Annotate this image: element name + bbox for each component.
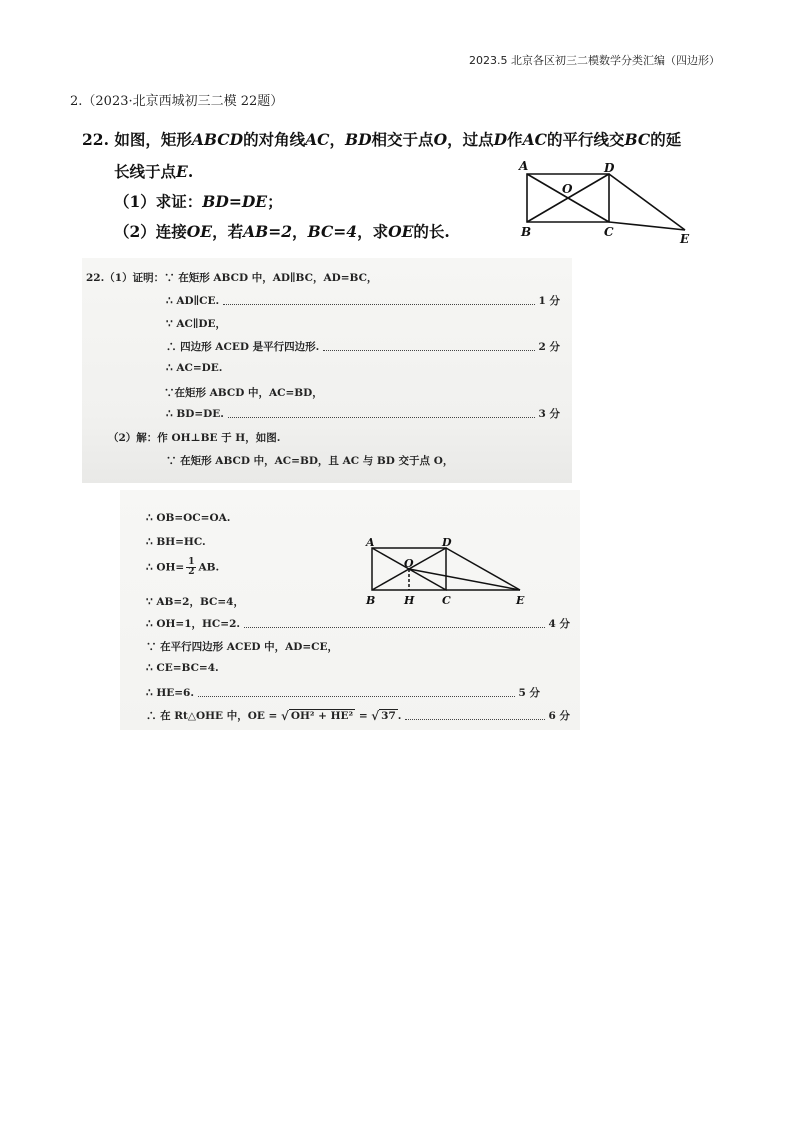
text: =: [358, 709, 368, 722]
label-a: A: [519, 159, 529, 173]
text: 的延: [650, 130, 682, 149]
text: AB=2: [243, 222, 293, 241]
text: ABCD: [191, 130, 244, 149]
segment-oe: [409, 569, 520, 590]
text: .: [397, 709, 402, 722]
text: ，: [292, 222, 308, 241]
figure-rectangle-with-height: [362, 536, 532, 610]
score: 2 分: [538, 341, 560, 353]
text: ；: [267, 192, 283, 211]
text: OE: [186, 222, 213, 241]
text: ，: [329, 130, 345, 149]
score: 5 分: [518, 687, 540, 699]
score: 3 分: [538, 408, 560, 420]
solution-line-3: ∵ AC∥DE，: [166, 318, 227, 330]
text: E: [176, 162, 188, 181]
dot-leader: [244, 620, 544, 628]
text: AC: [522, 130, 547, 149]
solution-line-14: [146, 616, 570, 631]
solution-line-7: [166, 406, 560, 421]
sqrt-sign: √: [371, 708, 380, 723]
label-e: E: [680, 232, 690, 246]
text: ∴ OH=: [146, 561, 185, 574]
text: ∴ HE=6.: [146, 686, 195, 699]
dot-leader: [223, 297, 534, 305]
solution-line-17: [146, 685, 540, 700]
text: ∴ 四边形 ACED 是平行四边形.: [166, 341, 320, 353]
solution-line-8: （2）解：作 OH⊥BE 于 H，如图.: [108, 432, 281, 444]
label-d: D: [604, 161, 615, 175]
score: 1 分: [538, 295, 560, 307]
segment-ce: [609, 222, 685, 230]
text: （2）连接: [114, 222, 187, 241]
score: 4 分: [548, 618, 570, 630]
dot-leader: [323, 343, 534, 351]
solution-line-12: [146, 558, 219, 577]
label-b: B: [521, 225, 532, 239]
text: ，若: [212, 222, 244, 241]
solution-line-6: ∵在矩形 ABCD 中，AC=BD，: [164, 387, 323, 399]
solution-line-10: ∴ OB=OC=OA.: [146, 512, 231, 524]
label-d: D: [442, 536, 452, 549]
solution-line-13: ∵ AB=2，BC=4，: [146, 596, 244, 608]
label-c: C: [442, 594, 451, 607]
solution-line-9: ∵ 在矩形 ABCD 中，AC=BD，且 AC 与 BD 交于点 O，: [166, 455, 454, 467]
text: BD=DE: [202, 192, 268, 211]
text: OE: [388, 222, 414, 241]
solution-line-16: ∴ CE=BC=4.: [146, 662, 219, 674]
text: ，求: [357, 222, 389, 241]
solution-line-11: ∴ BH=HC.: [146, 536, 206, 548]
label-c: C: [604, 225, 614, 239]
text: 的对角线: [243, 130, 306, 149]
text: 作: [507, 130, 523, 149]
solution-line-15: ∵ 在平行四边形 ACED 中，AD=CE，: [146, 641, 338, 653]
fraction-one-half: [186, 558, 196, 577]
dot-leader: [405, 712, 544, 720]
label-b: B: [366, 594, 376, 607]
text: 的长.: [413, 222, 450, 241]
label-o: O: [562, 182, 573, 196]
label-e: E: [516, 594, 525, 607]
solution-line-4: [166, 339, 560, 354]
problem-line-2: [114, 160, 193, 182]
segment-de: [609, 174, 685, 230]
solution-line-5: ∴ AC=DE.: [166, 362, 223, 374]
figure-rectangle-abcd: [515, 156, 695, 246]
text: ，过点: [447, 130, 494, 149]
problem-number: 22.: [82, 130, 109, 149]
solution-line-1: 22.（1）证明：∵ 在矩形 ABCD 中，AD∥BC，AD=BC，: [86, 272, 378, 284]
label-a: A: [366, 536, 375, 549]
score: 6 分: [548, 710, 570, 722]
text: O: [433, 130, 448, 149]
dot-leader: [228, 410, 535, 418]
text: ∴ AD∥CE.: [166, 294, 220, 307]
text: 如图，矩形: [114, 130, 192, 149]
text: 的平行线交: [546, 130, 625, 149]
text: AB.: [198, 561, 220, 574]
sqrt-expression: OH² + HE²: [290, 710, 354, 722]
text: ∴ BD=DE.: [166, 407, 224, 420]
problem-part-1: [114, 190, 283, 212]
sqrt-expression: 37: [381, 710, 396, 722]
text: 相交于点: [371, 130, 434, 149]
text: ∴ 在 Rt△OHE 中，OE =: [146, 710, 278, 722]
denominator: 2: [188, 567, 195, 577]
problem-line-1: [82, 128, 681, 150]
text: BC: [624, 130, 651, 149]
problem-part-2: [114, 220, 450, 242]
solution-line-18: [146, 708, 570, 723]
label-o: O: [404, 557, 414, 570]
numerator: 1: [188, 557, 195, 567]
solution-scan-background: [82, 258, 572, 483]
sqrt-sign: √: [280, 708, 289, 723]
dot-leader: [198, 689, 515, 697]
page-header: 2023.5 北京各区初三二模数学分类汇编（四边形）: [469, 54, 720, 67]
text: .: [187, 162, 194, 181]
text: ∴ OH=1，HC=2.: [146, 618, 241, 630]
text: BD: [345, 130, 372, 149]
text: 长线于点: [114, 162, 177, 181]
problem-source: 2.（2023·北京西城初三二模 22题）: [70, 94, 284, 109]
label-h: H: [404, 594, 415, 607]
text: BC=4: [307, 222, 358, 241]
text: （1）求证：: [114, 192, 203, 211]
solution-line-2: [166, 293, 560, 308]
text: D: [493, 130, 508, 149]
text: AC: [305, 130, 330, 149]
